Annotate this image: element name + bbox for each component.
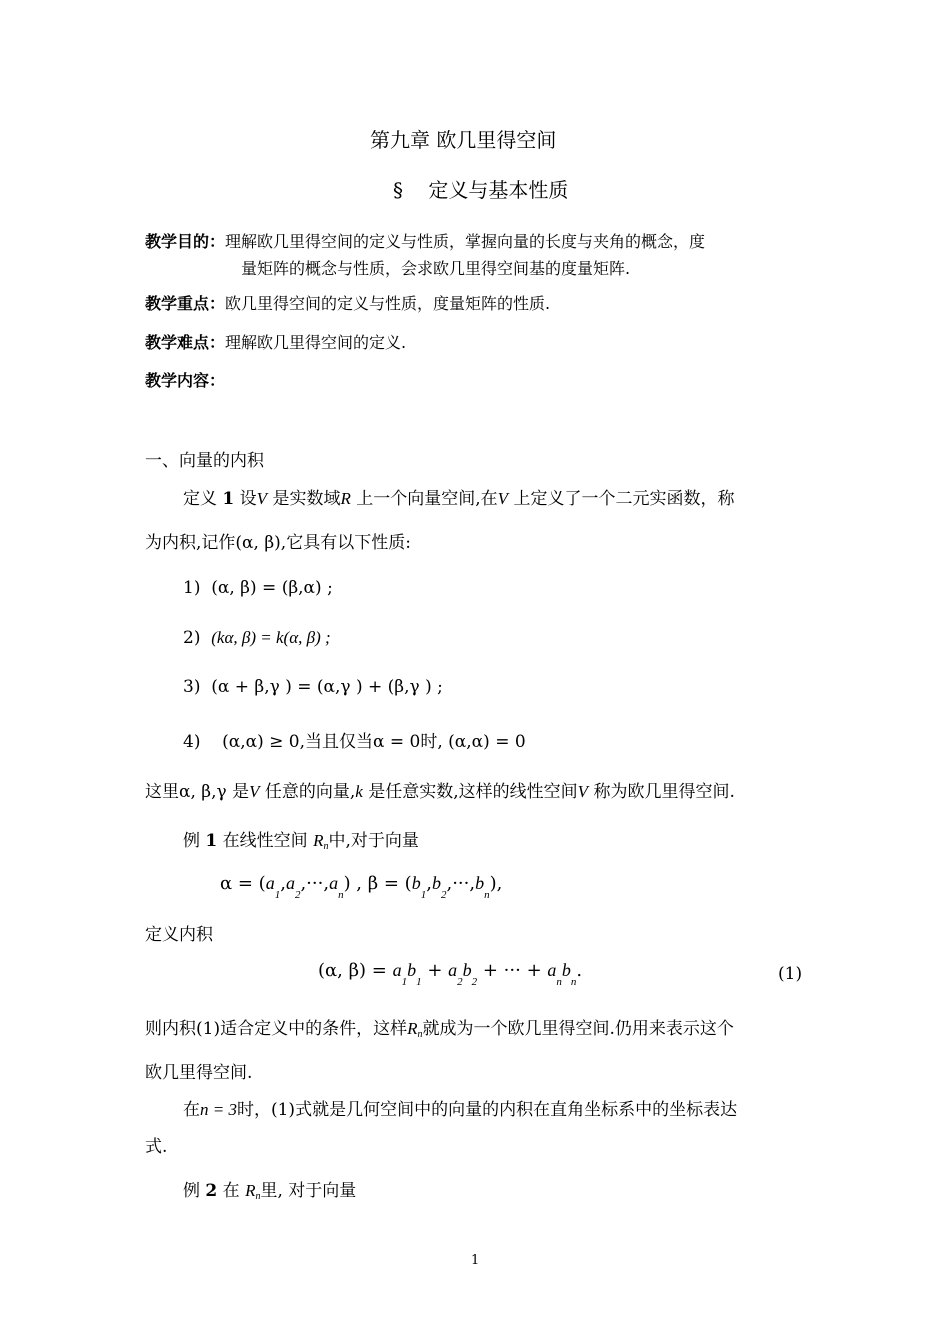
alpha-lhs: α = ( — [220, 873, 266, 894]
subscript: 2 — [471, 976, 478, 988]
property-formula: (α,α) ≥ 0 — [222, 732, 300, 752]
key-points-label: 教学重点： — [145, 294, 226, 313]
property-text: ,当且仅当 — [299, 732, 373, 752]
section-heading-inner-product: 一、向量的内积 — [145, 451, 264, 471]
example-1-line1 — [183, 826, 419, 851]
summary-text: 称为欧几里得空间. — [593, 782, 735, 802]
property-formula: (kα, β) = k(α, β) ; — [211, 628, 331, 647]
subscript: n — [556, 976, 562, 988]
plus-sign: + — [427, 960, 443, 981]
property-text: 时, — [420, 732, 443, 752]
ex1-text: 就成为一个欧几里得空间.仍用来表示这个 — [422, 1019, 734, 1039]
ex2-text: 里, 对于向量 — [260, 1181, 357, 1201]
goals-text-line1: 理解欧几里得空间的定义与性质，掌握向量的长度与夹角的概念，度 — [225, 232, 706, 251]
def1-text: 为内积,记作 — [145, 533, 236, 553]
ex1-var-r: R — [313, 831, 324, 850]
ex2-exp-n: n — [255, 1191, 261, 1202]
goals-block — [145, 229, 705, 252]
difficulties-text: 理解欧几里得空间的定义. — [225, 333, 407, 352]
property-number: 3) — [183, 677, 201, 697]
equation-1: (α, $\beta) = a_1b_1 + a_2b_2$ + ··· + $a_nb_n$. — [318, 960, 583, 988]
definition-1-line2 — [145, 528, 411, 553]
summary-text: 任意的向量, — [264, 782, 356, 802]
key-points-block — [145, 291, 550, 314]
def1-var-v: V — [256, 489, 268, 508]
summary-var-v: V — [249, 782, 260, 801]
subscript: n — [484, 889, 490, 901]
content-label: 教学内容： — [145, 371, 226, 390]
component-a: a — [329, 873, 339, 893]
subscript: 2 — [440, 889, 447, 901]
key-points-text: 欧几里得空间的定义与性质，度量矩阵的性质. — [225, 294, 551, 313]
summary-vars: α, β,γ — [179, 782, 227, 802]
def1-text: 上一个向量空间,在 — [356, 489, 498, 509]
component-a: a — [285, 873, 295, 893]
subscript: 2 — [294, 889, 301, 901]
component-a: a — [448, 960, 458, 980]
ex2-var-r: R — [245, 1181, 256, 1200]
beta-lhs: β = ( — [367, 873, 412, 894]
property-3 — [183, 677, 443, 697]
ex2-prefix: 例 — [183, 1181, 200, 1201]
goals-label: 教学目的： — [145, 232, 226, 251]
ex1-text: 在线性空间 — [222, 831, 308, 851]
page-number: 1 — [471, 1253, 480, 1268]
property-2 — [183, 628, 331, 648]
component-a: a — [392, 960, 402, 980]
summary-text: 是任意实数,这样的线性空间 — [368, 782, 578, 802]
subscript: 1 — [420, 889, 427, 901]
subscript: 1 — [416, 976, 422, 988]
example-1-after-line2: 欧几里得空间. — [145, 1063, 253, 1083]
def1-text: ,它具有以下性质: — [280, 533, 411, 553]
property-formula: (α,α) = 0 — [448, 732, 526, 752]
definition-summary — [145, 777, 735, 802]
property-formula: α = 0 — [372, 732, 421, 752]
property-1 — [183, 578, 333, 598]
example-2-line1 — [183, 1176, 356, 1201]
component-b: b — [462, 960, 472, 980]
ellipsis: ···, — [452, 873, 476, 894]
equation-number: (1) — [778, 964, 803, 984]
n-equals-3: n = 3 — [200, 1100, 237, 1119]
subscript: 1 — [274, 889, 281, 901]
example-1-n3-line1 — [183, 1095, 737, 1120]
plus-ellipsis: + ··· + — [482, 960, 542, 981]
ex1-text: 在 — [183, 1100, 200, 1120]
summary-text: 是 — [232, 782, 250, 802]
example-1-after-line1 — [145, 1014, 734, 1039]
ex1-number: 1 — [205, 831, 218, 851]
component-a: a — [265, 873, 275, 893]
component-b: b — [431, 873, 441, 893]
property-formula: (α, β) = (β,α) ; — [211, 578, 333, 598]
component-b: b — [407, 960, 417, 980]
def1-number: 1 — [222, 489, 235, 509]
ellipsis: ···, — [306, 873, 330, 894]
definition-1-line1 — [183, 484, 734, 509]
def1-prefix: 定义 — [183, 489, 217, 509]
property-number: 1) — [183, 578, 201, 598]
summary-var-k: k — [355, 782, 363, 801]
property-4 — [183, 727, 526, 752]
inner-product-notation: (α, β) — [235, 533, 281, 553]
def1-text: 设 — [239, 489, 257, 509]
subscript: 2 — [457, 976, 463, 988]
subscript: n — [338, 889, 344, 901]
ex1-text: 中,对于向量 — [328, 831, 419, 851]
def1-text: 上定义了一个二元实函数，称 — [513, 489, 735, 509]
section-title: § 定义与基本性质 — [393, 178, 569, 202]
define-inner-product-label: 定义内积 — [145, 925, 213, 945]
vector-definitions: $\alpha = (a_1,a_2,\cdot\cdot\cdot,a_n)$ , $\beta = (b_1,b_2,\cdot\cdot\cdot,b_n)$, — [220, 873, 503, 901]
equation-lhs: (α, β) = — [318, 960, 393, 981]
subscript: 1 — [401, 976, 408, 988]
ex1-text: 时，(1)式就是几何空间中的向量的内积在直角坐标系中的坐标表达 — [236, 1100, 738, 1120]
ex1-prefix: 例 — [183, 831, 200, 851]
goals-text-line2: 量矩阵的概念与性质，会求欧几里得空间基的度量矩阵. — [241, 259, 631, 278]
ex1-exp-n: n — [417, 1029, 423, 1040]
difficulties-label: 教学难点： — [145, 333, 226, 352]
component-a: a — [547, 960, 557, 980]
summary-text: 这里 — [145, 782, 179, 802]
def1-var-v: V — [497, 489, 509, 508]
ex1-var-r: R — [407, 1019, 418, 1038]
def1-var-r: R — [340, 489, 351, 508]
property-formula: (α + β,γ ) = (α,γ ) + (β,γ ) ; — [211, 677, 443, 697]
component-b: b — [561, 960, 571, 980]
property-number: 2) — [183, 628, 201, 648]
component-b: b — [475, 873, 485, 893]
subscript: n — [570, 976, 577, 988]
ex1-exp-n: n — [323, 841, 329, 852]
content-block — [145, 368, 225, 391]
property-number: 4) — [183, 732, 201, 752]
chapter-title: 第九章 欧几里得空间 — [370, 128, 557, 152]
component-b: b — [411, 873, 421, 893]
difficulties-block — [145, 330, 406, 353]
ex2-text: 在 — [222, 1181, 240, 1201]
def1-text: 是实数域 — [272, 489, 341, 509]
summary-var-v: V — [577, 782, 589, 801]
ex2-number: 2 — [205, 1181, 218, 1201]
example-1-n3-line2: 式. — [145, 1137, 168, 1157]
ex1-text: 则内积(1)适合定义中的条件，这样 — [145, 1019, 408, 1039]
